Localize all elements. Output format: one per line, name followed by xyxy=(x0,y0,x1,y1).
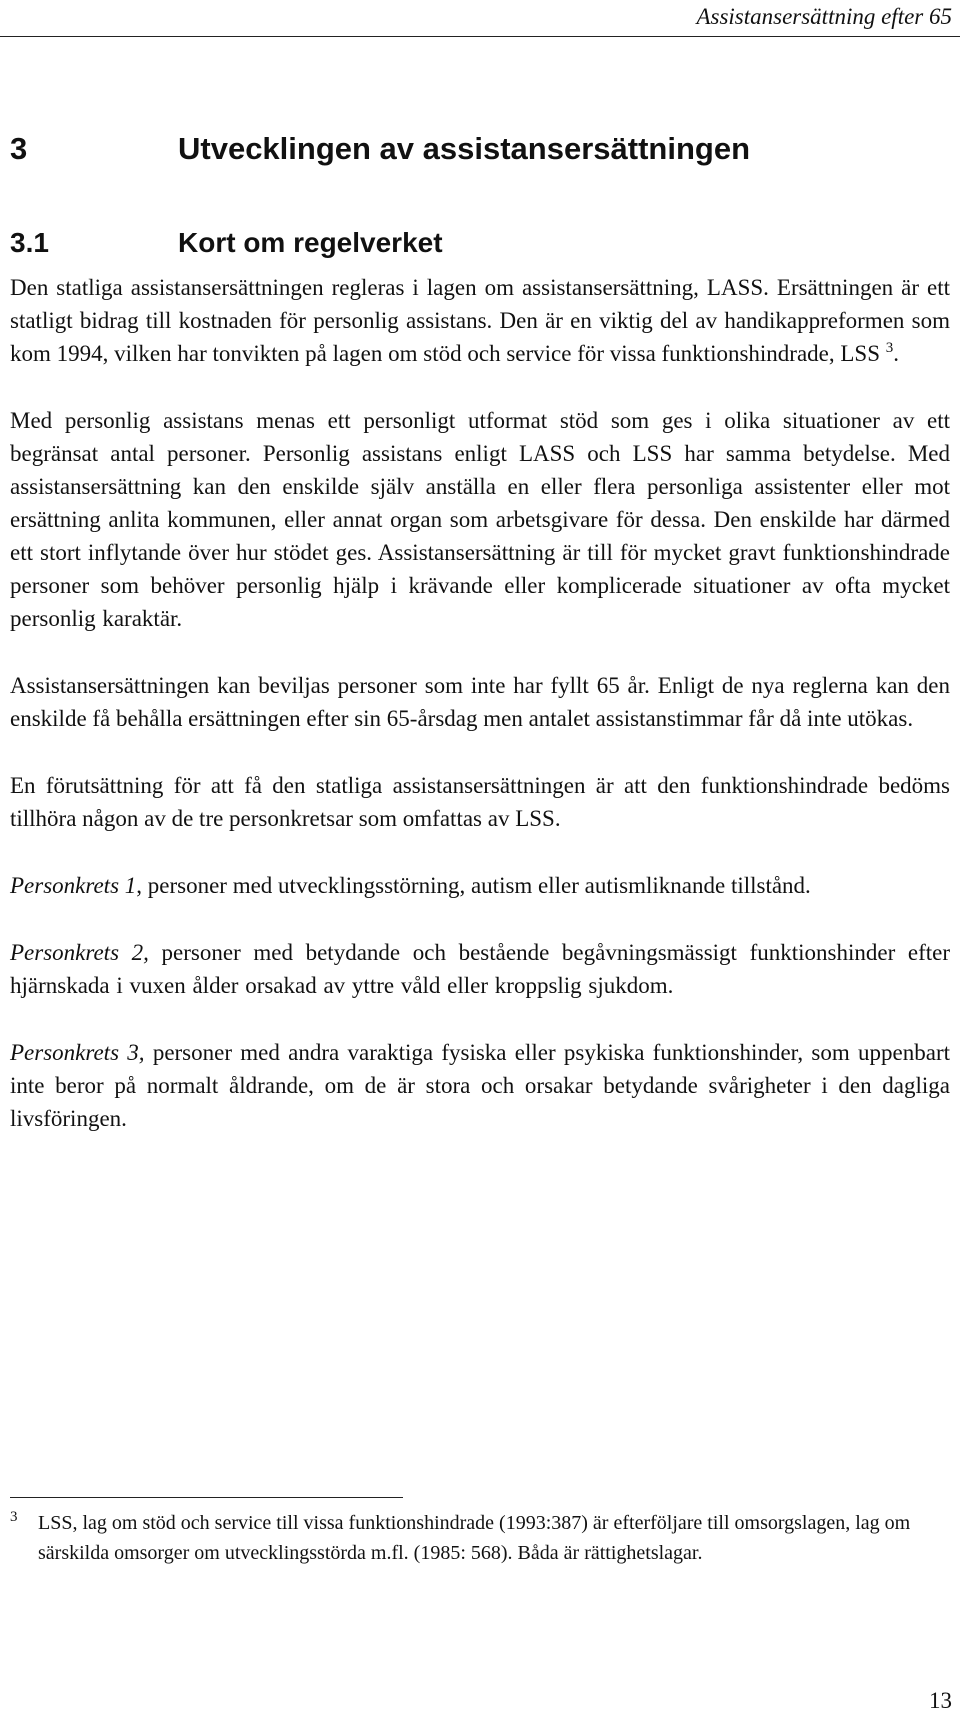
section-title: Kort om regelverket xyxy=(178,227,443,258)
body-text xyxy=(10,271,950,1169)
paragraph-2: Med personlig assistans menas ett personligt utformat stöd som ges i olika situationer av ett begränsat antal personer. Personlig assistans enligt LASS och LSS har samma betydelse. Med assistansersättning kan den enskilde själv anställa en eller flera personliga assistenter eller mot ersättning anlita kommunen, eller annat organ som arbetsgivare för dessa. Den enskilde har därmed ett stort inflytande över hur stödet ges. Assistansersättning är till för mycket gravt funktionshindrade personer som behöver personlig hjälp i krävande eller komplicerade situationer av ofta mycket personlig karaktär. xyxy=(10,408,950,631)
paragraph-1-end: . xyxy=(893,341,900,366)
personkrets-2-text: personer med betydande och bestående begåvningsmässigt funktionshinder efter hjärnskada i vuxen ålder orsakad av yttre våld eller kroppslig sjukdom. xyxy=(10,940,950,998)
personkrets-3-label: Personkrets 3, xyxy=(10,1040,145,1065)
personkrets-1-text: , personer med utvecklingsstörning, autism eller autismliknande tillstånd. xyxy=(136,873,811,898)
chapter-title: Utvecklingen av assistansersättningen xyxy=(178,131,751,166)
footnote-ref: 3 xyxy=(885,340,894,356)
paragraph-personkrets-1 xyxy=(10,869,950,902)
paragraph-4: En förutsättning för att få den statliga assistansersättningen är att den funktionshindrade bedöms tillhöra någon av de tre personkretsar som omfattas av LSS. xyxy=(10,773,950,831)
paragraph-1 xyxy=(10,271,950,370)
footnote-rule xyxy=(10,1497,403,1498)
page-number: 13 xyxy=(929,1688,952,1713)
footnote-text: LSS, lag om stöd och service till vissa funktionshindrade (1993:387) är efterföljare till omsorgslagen, lag om särskilda omsorger om utvecklingsstörda m.fl. (1985: 568). Båda är rättighetslagar. xyxy=(38,1512,911,1564)
running-header: Assistansersättning efter 65 xyxy=(696,4,952,29)
section-number: 3.1 xyxy=(10,227,49,258)
chapter-heading xyxy=(10,130,750,168)
personkrets-1-label: Personkrets 1 xyxy=(10,873,137,898)
paragraph-1-text: Den statliga assistansersättningen regleras i lagen om assistansersättning, LASS. Ersättningen är ett statligt bidrag till kostnaden för personlig assistans. Den är en viktig del av handikappreformen som kom 1994, vilken har tonvikten på lagen om stöd och service för vissa funktionshindrade, LSS xyxy=(10,275,950,366)
paragraph-3: Assistansersättningen kan beviljas personer som inte har fyllt 65 år. Enligt de nya reglerna kan den enskilde få behålla ersättningen efter sin 65-årsdag men antalet assistanstimmar får då inte utökas. xyxy=(10,673,950,731)
header-rule xyxy=(0,36,960,37)
paragraph-personkrets-2 xyxy=(10,936,950,1002)
footnote-mark: 3 xyxy=(10,1509,18,1525)
footnote xyxy=(10,1508,940,1568)
personkrets-2-label: Personkrets 2, xyxy=(10,940,149,965)
chapter-number: 3 xyxy=(10,131,28,166)
section-heading xyxy=(10,226,443,260)
personkrets-3-text: personer med andra varaktiga fysiska eller psykiska funktionshinder, som uppenbart inte beror på normalt åldrande, om de är stora och orsakar betydande svårigheter i den dagliga livsföringen. xyxy=(10,1040,950,1131)
paragraph-personkrets-3 xyxy=(10,1036,950,1135)
